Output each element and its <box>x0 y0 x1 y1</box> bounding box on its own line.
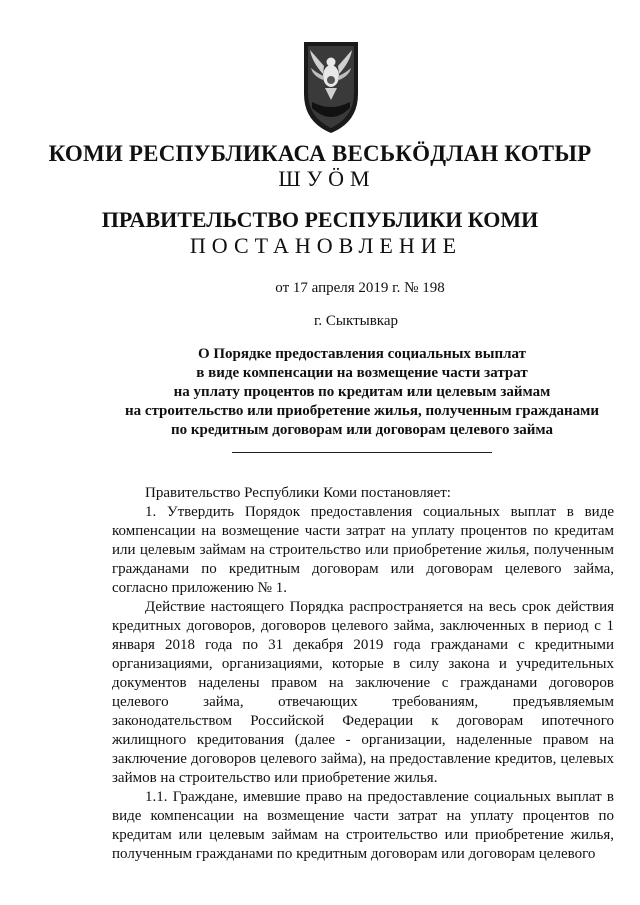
document-title-line: в виде компенсации на возмещение части затрат <box>196 365 528 381</box>
document-title-line: на уплату процентов по кредитам или целевым займам <box>173 384 551 400</box>
body-paragraph: Правительство Республики Коми постановляет: <box>145 485 451 501</box>
government-title: ПРАВИТЕЛЬСТВО РЕСПУБЛИКИ КОМИ <box>101 207 539 232</box>
document-title <box>0 345 640 440</box>
body-paragraph: Действие настоящего Порядка распространяется на весь срок действия кредитных договоров, договоров целевого займа, заключенных в период с 1 января 2018 года по 31 декабря 2019 года гражданами с кредитными организациями, организациями, которые в силу закона и учредительных документов наделены правом на заключение с гражданами договоров целевого займа, отвечающих требованиям, предъявляемым законодательством Российской Федерации к договорам ипотечного жилищного кредитования (далее - организации, наделенные правом на заключение договоров целевого займа), на предоставление кредитов, целевых займов на строительство или приобретение жилья. <box>112 599 614 786</box>
decree-label: ПОСТАНОВЛЕНИЕ <box>189 233 463 258</box>
title-divider <box>232 452 492 453</box>
document-title-line: по кредитным договорам или договорам целевого займа <box>171 422 553 438</box>
komi-government-title: КОМИ РЕСПУБЛИКАСА ВЕСЬКӦДЛАН КОТЫР <box>48 141 592 166</box>
document-title-line: О Порядке предоставления социальных выплат <box>197 346 527 362</box>
komi-republic-coat-of-arms-icon <box>300 36 362 136</box>
komi-decree-label: ШУӦМ <box>278 166 376 191</box>
document-body <box>112 484 614 864</box>
decree-city: г. Сыктывкар <box>313 313 399 329</box>
body-paragraph: 1.1. Граждане, имевшие право на предоставление социальных выплат в виде компенсации на возмещение части затрат на уплату процентов по кредитам или целевым займам на строительство или приобретение жилья, полученным гражданами по кредитным договорам или договорам целевого <box>112 789 614 862</box>
body-paragraph: 1. Утвердить Порядок предоставления социальных выплат в виде компенсации на возмещение части затрат на уплату процентов по кредитам или целевым займам на строительство или приобретение жилья, полученным гражданами по кредитным договорам или договорам целевого займа, согласно приложению № 1. <box>112 504 614 596</box>
decree-date-number: от 17 апреля 2019 г. № 198 <box>275 280 445 296</box>
document-title-line: на строительство или приобретение жилья, полученным гражданами <box>124 403 600 419</box>
